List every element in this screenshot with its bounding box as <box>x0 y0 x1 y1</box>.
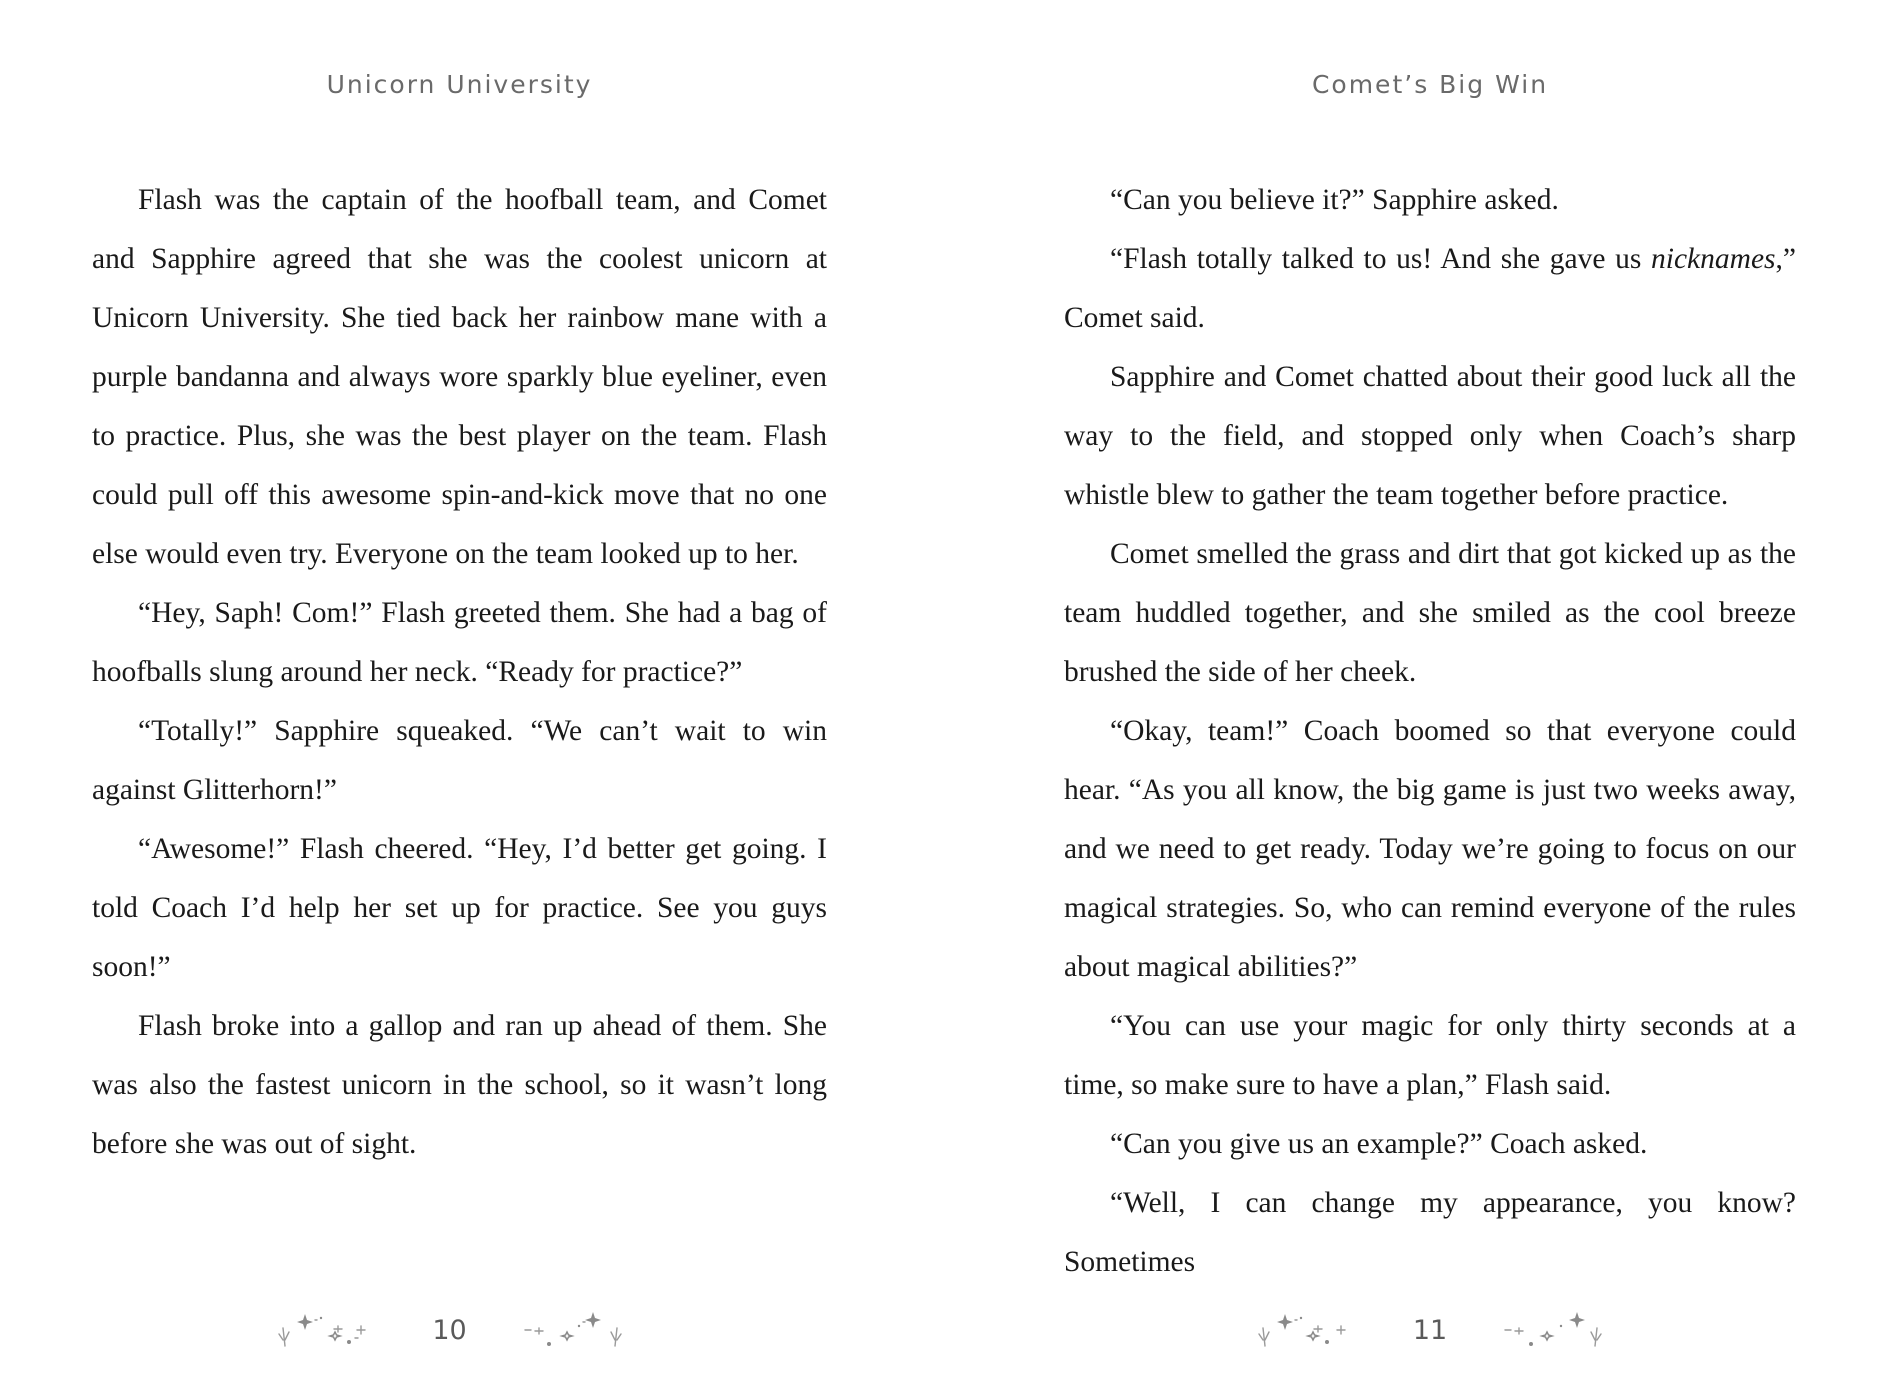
sparkles-icon <box>1255 1306 1365 1354</box>
page-number: 11 <box>1412 1314 1448 1346</box>
paragraph: Comet smelled the grass and dirt that got kicked up as the team huddled together, and she smiled as the cool breeze brushed the side of her cheek. <box>1064 538 1796 688</box>
sparkles-icon <box>1495 1306 1605 1354</box>
paragraph: “Hey, Saph! Com!” Flash greeted them. She had a bag of hoofballs slung around her neck. “Ready for practice?” <box>92 597 827 688</box>
paragraph: “Well, I can change my appearance, you know? Sometimes <box>1064 1187 1796 1278</box>
right-page <box>1064 0 1796 1400</box>
paragraph <box>1064 230 1796 348</box>
paragraph-text: “Flash totally talked to us! And she gave us <box>1110 243 1652 275</box>
folio-right <box>1064 1306 1796 1354</box>
paragraph: Flash broke into a gallop and ran up ahead of them. She was also the fastest unicorn in the school, so it wasn’t long before she was out of sight. <box>92 1010 827 1160</box>
emphasis-text: nicknames <box>1651 243 1776 275</box>
folio-left <box>72 1306 827 1354</box>
sparkles-icon <box>515 1306 625 1354</box>
paragraph-text: ,” Comet said. <box>1064 243 1796 334</box>
paragraph: “You can use your magic for only thirty seconds at a time, so make sure to have a plan,” Flash said. <box>1064 1010 1796 1101</box>
left-page <box>92 0 827 1400</box>
right-page-body <box>1064 171 1796 1292</box>
left-page-body <box>92 171 827 1174</box>
paragraph: Sapphire and Comet chatted about their good luck all the way to the field, and stopped only when Coach’s sharp whistle blew to gather the team together before practice. <box>1064 361 1796 511</box>
running-head-right: Comet’s Big Win <box>1311 70 1549 99</box>
paragraph: “Can you believe it?” Sapphire asked. <box>1110 184 1559 216</box>
paragraph: Flash was the captain of the hoofball team, and Comet and Sapphire agreed that she was the coolest unicorn at Unicorn University. She tied back her rainbow mane with a purple bandanna and always wore sparkly blue eyeliner, even to practice. Plus, she was the best player on the team. Flash could pull off this awesome spin-and-kick move that no one else would even try. Everyone on the team looked up to her. <box>92 184 827 570</box>
paragraph: “Can you give us an example?” Coach asked. <box>1110 1128 1648 1160</box>
running-head-left: Unicorn University <box>326 70 593 99</box>
paragraph: “Totally!” Sapphire squeaked. “We can’t wait to win against Glitterhorn!” <box>92 715 827 806</box>
paragraph: “Awesome!” Flash cheered. “Hey, I’d better get going. I told Coach I’d help her set up for practice. See you guys soon!” <box>92 833 827 983</box>
sparkles-icon <box>275 1306 385 1354</box>
page-number: 10 <box>432 1314 467 1346</box>
paragraph: “Okay, team!” Coach boomed so that everyone could hear. “As you all know, the big game is just two weeks away, and we need to get ready. Today we’re going to focus on our magical strategies. So, who can remind everyone of the rules about magical abilities?” <box>1064 715 1796 983</box>
